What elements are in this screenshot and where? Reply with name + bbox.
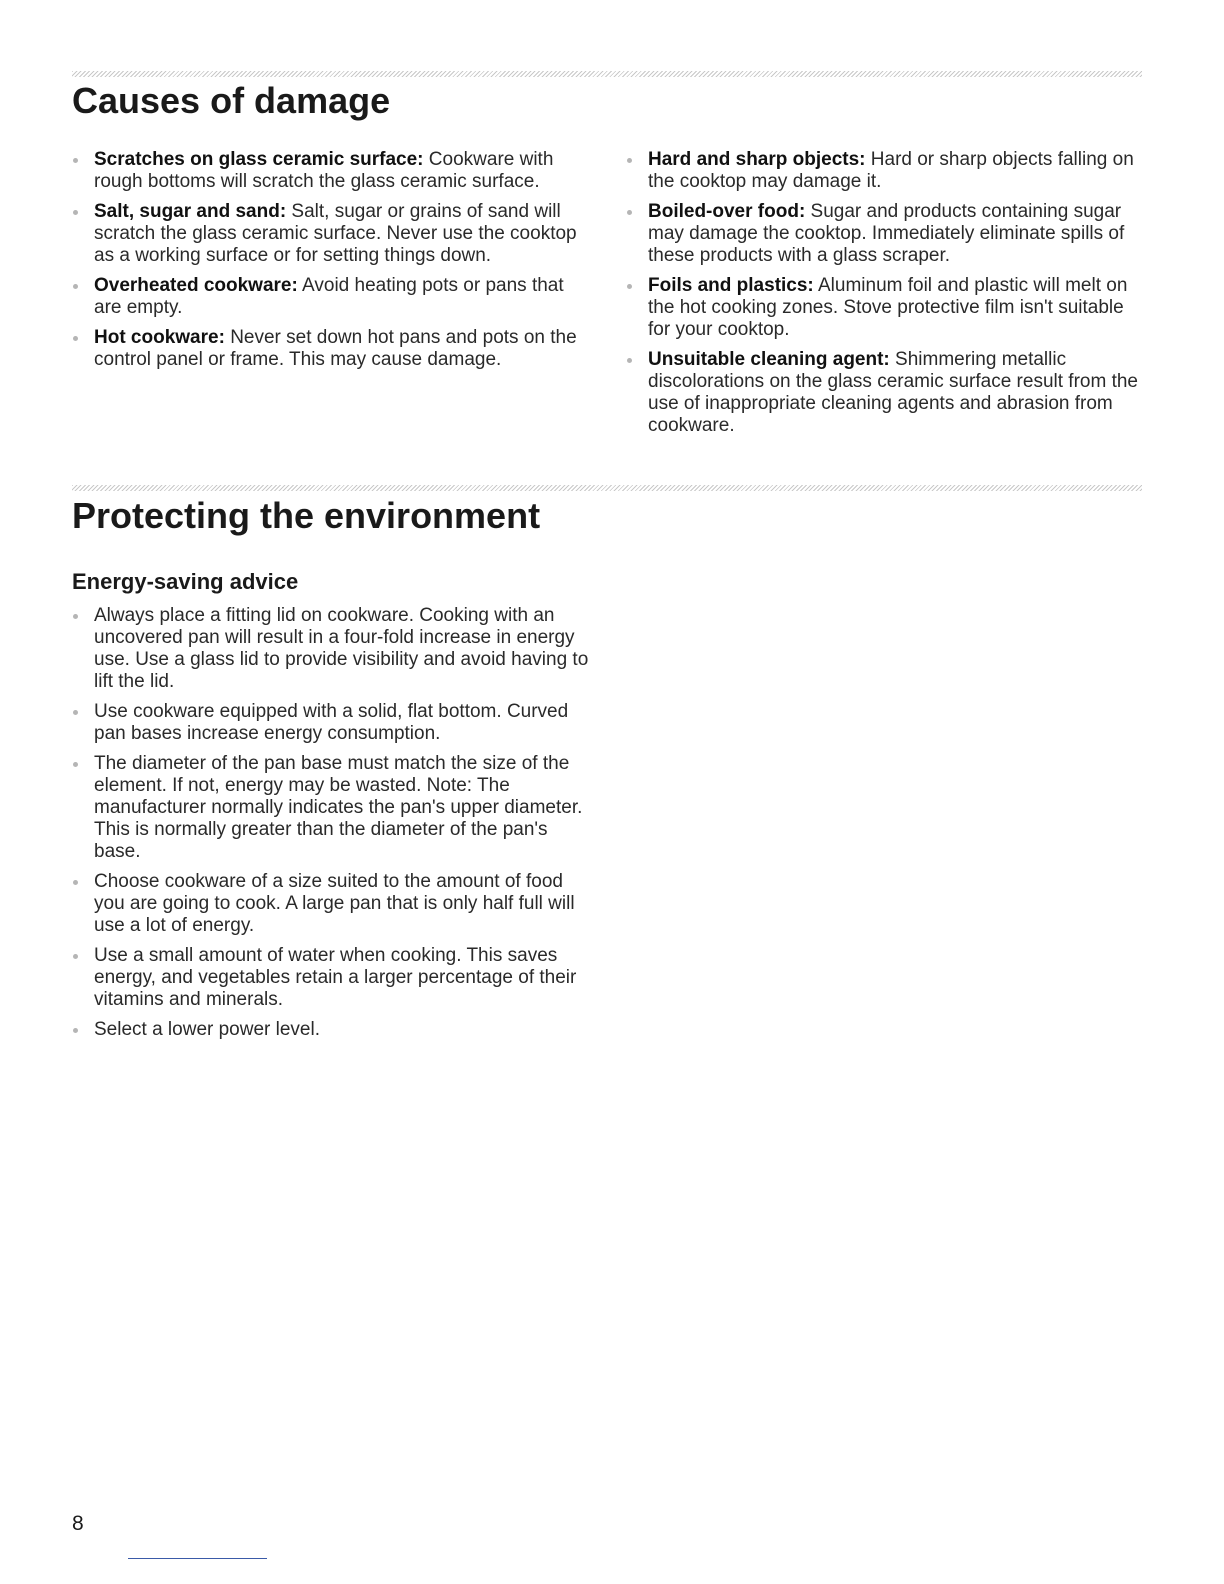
bullet-icon bbox=[73, 954, 78, 959]
item-text: Sugar and products containing sugar may damage the cooktop. Immediately eliminate spills of these products with a glass scraper. bbox=[648, 201, 1125, 266]
energy-subtitle: Energy-saving advice bbox=[72, 569, 299, 594]
item-term: Overheated cookware: bbox=[94, 275, 298, 296]
item-term: Foils and plastics: bbox=[648, 275, 814, 296]
item-term: Boiled-over food: bbox=[648, 201, 806, 222]
bullet-icon bbox=[73, 710, 78, 715]
item-text: Always place a fitting lid on cookware. Cooking with an uncovered pan will result in a four-fold increase in energy use. Use a glass lid to provide visibility and avoid having to lift the lid. bbox=[94, 605, 589, 692]
list-item bbox=[72, 275, 592, 319]
list-item bbox=[626, 149, 1146, 193]
list-item bbox=[626, 275, 1146, 341]
list-item bbox=[72, 1019, 592, 1041]
item-text: Choose cookware of a size suited to the amount of food you are going to cook. A large pan that is only half full will use a lot of energy. bbox=[94, 871, 575, 936]
list-item bbox=[72, 871, 592, 937]
item-term: Scratches on glass ceramic surface: bbox=[94, 149, 424, 170]
item-term: Unsuitable cleaning agent: bbox=[648, 349, 890, 370]
causes-left-list bbox=[72, 149, 592, 379]
item-text: The diameter of the pan base must match the size of the element. If not, energy may be wasted. Note: The manufacturer normally indicates the pan's upper diameter. This is normally greater than the diameter of the pan's base. bbox=[94, 753, 583, 862]
item-text: Select a lower power level. bbox=[94, 1019, 320, 1040]
section-divider bbox=[72, 71, 1142, 77]
item-term: Salt, sugar and sand: bbox=[94, 201, 287, 222]
list-item bbox=[626, 349, 1146, 437]
energy-advice-list bbox=[72, 605, 592, 1049]
item-term: Hot cookware: bbox=[94, 327, 225, 348]
list-item bbox=[72, 945, 592, 1011]
list-item bbox=[72, 605, 592, 693]
item-text: Use a small amount of water when cooking. This saves energy, and vegetables retain a larger percentage of their vitamins and minerals. bbox=[94, 945, 577, 1010]
causes-title: Causes of damage bbox=[72, 80, 391, 121]
bullet-icon bbox=[73, 880, 78, 885]
list-item bbox=[72, 701, 592, 745]
bullet-icon bbox=[73, 284, 78, 289]
section-divider bbox=[72, 485, 1142, 491]
bullet-icon bbox=[73, 158, 78, 163]
bullet-icon bbox=[627, 284, 632, 289]
bullet-icon bbox=[73, 614, 78, 619]
bullet-icon bbox=[73, 210, 78, 215]
item-text: Cookware with rough bottoms will scratch the glass ceramic surface. bbox=[94, 149, 554, 192]
item-text: Hard or sharp objects falling on the cooktop may damage it. bbox=[648, 149, 1134, 192]
bullet-icon bbox=[627, 158, 632, 163]
bullet-icon bbox=[73, 1028, 78, 1033]
item-text: Shimmering metallic discolorations on the glass ceramic surface result from the use of inappropriate cleaning agents and abrasion from cookware. bbox=[648, 349, 1138, 436]
bullet-icon bbox=[73, 336, 78, 341]
bullet-icon bbox=[627, 358, 632, 363]
environment-title: Protecting the environment bbox=[72, 495, 541, 536]
bullet-icon bbox=[627, 210, 632, 215]
item-text: Aluminum foil and plastic will melt on the hot cooking zones. Stove protective film isn't suitable for your cooktop. bbox=[648, 275, 1128, 340]
list-item bbox=[72, 753, 592, 863]
page-number: 8 bbox=[72, 1512, 84, 1535]
list-item bbox=[626, 201, 1146, 267]
causes-right-list bbox=[626, 149, 1146, 445]
footer-link-line bbox=[128, 1558, 267, 1559]
item-term: Hard and sharp objects: bbox=[648, 149, 866, 170]
item-text: Never set down hot pans and pots on the control panel or frame. This may cause damage. bbox=[94, 327, 577, 370]
list-item bbox=[72, 149, 592, 193]
item-text: Salt, sugar or grains of sand will scratch the glass ceramic surface. Never use the cooktop as a working surface or for setting things down. bbox=[94, 201, 577, 266]
list-item bbox=[72, 201, 592, 267]
item-text: Avoid heating pots or pans that are empty. bbox=[94, 275, 564, 318]
item-text: Use cookware equipped with a solid, flat bottom. Curved pan bases increase energy consumption. bbox=[94, 701, 569, 744]
list-item bbox=[72, 327, 592, 371]
bullet-icon bbox=[73, 762, 78, 767]
